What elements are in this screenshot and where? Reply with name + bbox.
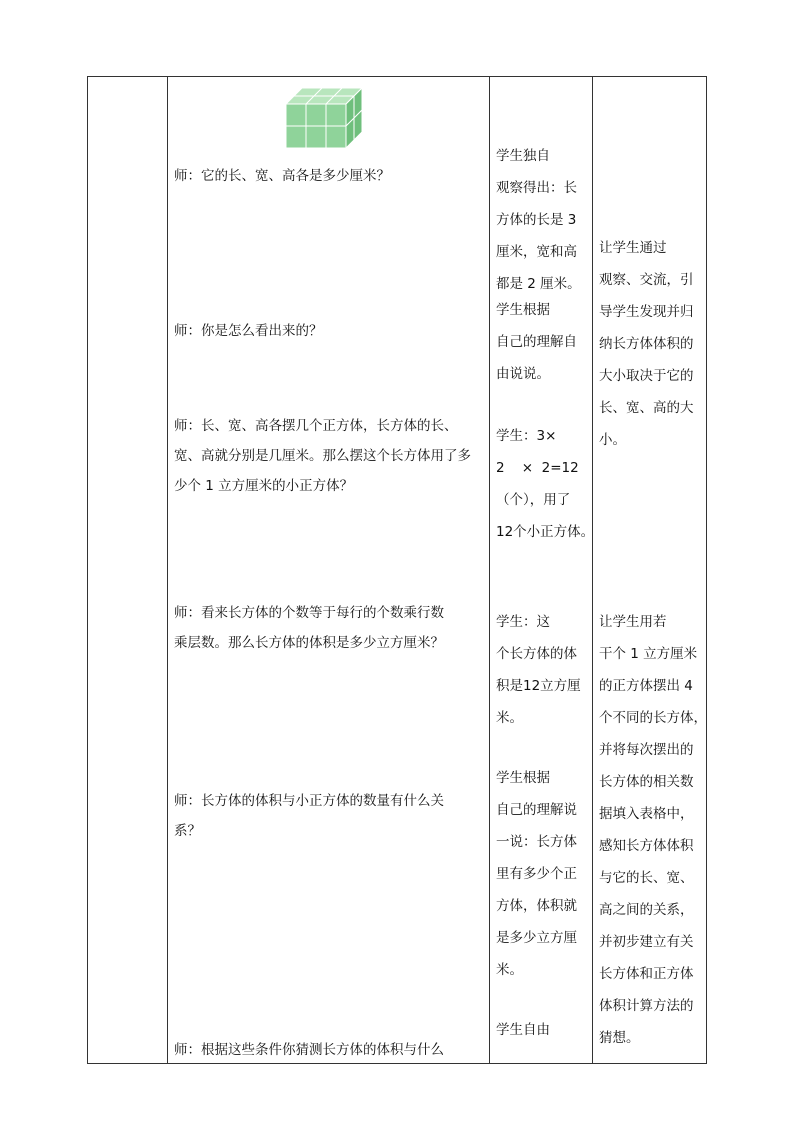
intent-2-line-14: 猜想。	[599, 1030, 640, 1046]
teacher-question-3-line-3: 少个 1 立方厘米的小正方体？	[174, 478, 354, 494]
intent-2-line-2: 干个 1 立方厘米	[599, 646, 698, 662]
intent-1-line-6: 长、宽、高的大	[599, 400, 694, 416]
intent-1-line-1: 让学生通过	[599, 240, 667, 256]
student-answer-4-line-1: 学生：这	[496, 614, 550, 630]
student-answer-5-line-7: 米。	[496, 962, 523, 978]
student-answer-1-line-5: 都是 2 厘米。	[496, 276, 581, 292]
intent-2-line-11: 并初步建立有关	[599, 934, 694, 950]
intent-column	[593, 76, 707, 1064]
student-answer-2-line-2: 自己的理解自	[496, 334, 577, 350]
student-answer-2-line-1: 学生根据	[496, 302, 550, 318]
student-answer-5-line-4: 里有多少个正	[496, 866, 577, 882]
student-answer-6-line-1: 学生自由	[496, 1022, 550, 1038]
student-answer-5-line-5: 方体，体积就	[496, 898, 577, 914]
intent-1-line-4: 纳长方体体积的	[599, 336, 694, 352]
student-answer-4-line-3: 积是12立方厘	[496, 678, 581, 694]
intent-2-line-6: 长方体的相关数	[599, 774, 694, 790]
intent-2-line-13: 体积计算方法的	[599, 998, 694, 1014]
teacher-question-3-line-2: 宽、高就分别是几厘米。那么摆这个长方体用了多	[174, 448, 471, 464]
teacher-question-3-line-1: 师：长、宽、高各摆几个正方体，长方体的长、	[174, 418, 458, 434]
intent-1-line-5: 大小取决于它的	[599, 368, 694, 384]
student-answer-4-line-2: 个长方体的体	[496, 646, 577, 662]
intent-2-line-3: 的正方体摆出 4	[599, 678, 693, 694]
cuboid-figure	[282, 88, 362, 153]
student-answer-3-line-1: 学生：3×	[496, 428, 557, 444]
intent-1-line-7: 小。	[599, 432, 626, 448]
teacher-question-6: 师：根据这些条件你猜测长方体的体积与什么	[174, 1042, 444, 1058]
teacher-question-4-line-1: 师：看来长方体的个数等于每行的个数乘行数	[174, 605, 444, 621]
student-answer-1-line-3: 方体的长是 3	[496, 212, 577, 228]
intent-2-line-10: 高之间的关系，	[599, 902, 694, 918]
student-answer-1-line-1: 学生独自	[496, 148, 550, 164]
student-answer-5-line-3: 一说：长方体	[496, 834, 577, 850]
intent-2-line-5: 并将每次摆出的	[599, 742, 694, 758]
teacher-question-5-line-1: 师：长方体的体积与小正方体的数量有什么关	[174, 793, 444, 809]
intent-1-line-2: 观察、交流，引	[599, 272, 694, 288]
intent-2-line-8: 感知长方体体积	[599, 838, 694, 854]
intent-2-line-12: 长方体和正方体	[599, 966, 694, 982]
intent-2-line-1: 让学生用若	[599, 614, 667, 630]
student-answer-1-line-4: 厘米，宽和高	[496, 244, 577, 260]
student-answer-5-line-1: 学生根据	[496, 770, 550, 786]
student-answer-2-line-3: 由说说。	[496, 366, 550, 382]
teacher-question-1: 师：它的长、宽、高各是多少厘米？	[174, 168, 390, 184]
intent-1-line-3: 导学生发现并归	[599, 304, 694, 320]
teacher-question-5-line-2: 系？	[174, 823, 201, 839]
student-answer-5-line-2: 自己的理解说	[496, 802, 577, 818]
student-answer-3-line-3: （个），用了	[496, 492, 571, 508]
teacher-question-4-line-2: 乘层数。那么长方体的体积是多少立方厘米？	[174, 635, 444, 651]
teacher-question-2: 师：你是怎么看出来的？	[174, 323, 323, 339]
student-answer-1-line-2: 观察得出：长	[496, 180, 577, 196]
student-answer-4-line-4: 米。	[496, 710, 523, 726]
student-answer-3-line-2: 2 × 2=12	[496, 460, 579, 476]
student-column	[490, 76, 595, 1064]
teacher-column	[168, 76, 489, 1064]
student-answer-3-line-4: 12个小正方体。	[496, 524, 595, 540]
intent-2-line-4: 个不同的长方体，	[599, 710, 707, 726]
student-answer-5-line-6: 是多少立方厘	[496, 930, 577, 946]
intent-2-line-9: 与它的长、宽、	[599, 870, 694, 886]
intent-2-line-7: 据填入表格中，	[599, 806, 694, 822]
